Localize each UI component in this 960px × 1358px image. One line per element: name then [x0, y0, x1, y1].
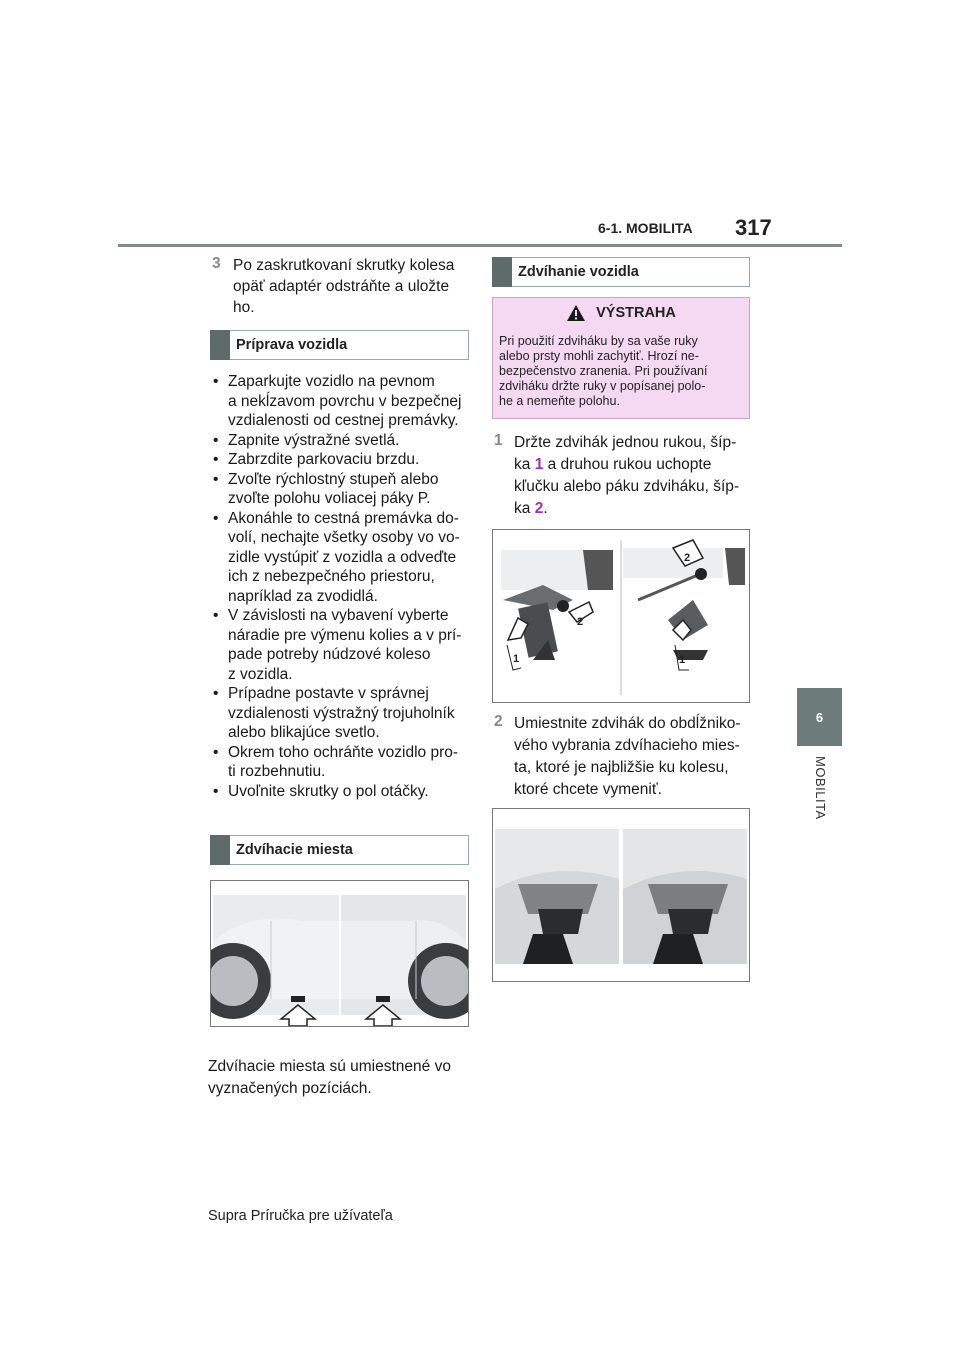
list-item	[210, 450, 472, 470]
list-item-line: • Zapnite výstražné svetlá.	[228, 431, 400, 449]
footer-text: Supra Príručka pre užívateľa	[208, 1208, 393, 1224]
list-item-line: • Prípadne postavte v správnej	[228, 685, 429, 702]
list-item-line: • Zvoľte rýchlostný stupeň alebo	[228, 470, 439, 488]
jack-handling-illustration	[493, 530, 749, 702]
list-item-line: • Akonáhle to cestná premávka do-	[228, 509, 459, 527]
list-item-line: volí, nechajte všetky osoby vo vo-	[228, 529, 460, 546]
section-header-lifting: Zdvíhanie vozidla	[492, 257, 750, 287]
list-item-line: zvoľte polohu voliacej páky P.	[228, 490, 431, 507]
figure-label-2: 2	[577, 616, 584, 628]
list-item-line: zidle vystúpiť z vozidla a odveďte	[228, 548, 457, 566]
list-item-line: • Zabrzdite parkovaciu brzdu.	[228, 451, 420, 468]
step-3-line: opäť adaptér odstráňte a uložte	[233, 278, 450, 295]
step-2: 2 Umiestnite zdvihák do obdĺžniko- vého vybrania zdvíhacieho mies- ta, ktoré je najbližšie ku kolesu, ktoré chcete vymeniť.	[494, 713, 741, 798]
list-item	[210, 743, 472, 782]
step-3-line: ho.	[233, 299, 255, 316]
list-item-line: • V závislosti na vybavení vyberte	[228, 607, 449, 624]
jack-handling-figure	[492, 529, 750, 703]
section-header-jack-points: Zdvíhacie miesta	[210, 835, 469, 865]
list-item	[210, 431, 472, 451]
list-item	[210, 470, 472, 509]
reference-arrow-2: 2	[534, 500, 544, 517]
list-item-line: vzdialenosti od cestnej premávky.	[228, 412, 459, 429]
warning-title: VÝSTRAHA	[596, 305, 676, 321]
list-item-line: • Okrem toho ochráňte vozidlo pro-	[228, 743, 459, 761]
chapter-tab-label: MOBILITA	[813, 756, 828, 820]
reference-arrow-1: 1	[534, 456, 544, 473]
jack-points-figure	[210, 880, 469, 1027]
list-item	[210, 372, 472, 431]
jack-pad-figure	[492, 808, 750, 982]
step-number: 1	[494, 432, 503, 449]
list-item-line: • Zaparkujte vozidlo na pevnom	[228, 373, 435, 390]
figure-label-1: 1	[513, 653, 520, 665]
list-item-line: alebo blikajúce svetlo.	[228, 724, 380, 741]
list-item-line: pade potreby núdzové koleso	[228, 646, 431, 663]
warning-triangle-icon	[566, 304, 586, 322]
list-item	[210, 684, 472, 743]
list-item	[210, 606, 472, 684]
warning-text: Pri použití zdviháku by sa vaše ruky alebo prsty mohli zachytiť. Hrozí ne- bezpečenstvo zranenia. Pri používaní zdviháku držte ruky v popísanej polo- he a nemeňte polohu.	[499, 334, 708, 408]
chapter-tab[interactable]	[797, 688, 842, 746]
step-number: 2	[494, 713, 503, 730]
list-item-line: vzdialenosti výstražný trojuholník	[228, 704, 455, 722]
page-number: 317	[735, 215, 772, 240]
step-number: 3	[212, 255, 221, 272]
figure-label-1b: 1	[679, 654, 686, 666]
preparation-list	[210, 372, 472, 801]
list-item-line: ti rozbehnutiu.	[228, 763, 326, 780]
list-item-line: z vozidla.	[228, 665, 293, 683]
list-item	[210, 509, 472, 607]
section-header-preparation: Príprava vozidla	[210, 330, 469, 360]
list-item-line: napríklad za zvodidlá.	[228, 587, 378, 605]
warning-box	[492, 297, 750, 419]
list-item-line: ich z nebezpečného priestoru,	[228, 568, 435, 585]
list-item	[210, 782, 472, 802]
section-title: 6-1. MOBILITA	[598, 220, 693, 236]
jack-points-caption: Zdvíhacie miesta sú umiestnené vo vyznačených pozíciách.	[208, 1058, 451, 1097]
figure-label-2b: 2	[684, 552, 691, 564]
jack-points-illustration	[211, 881, 468, 1026]
jack-pad-illustration	[493, 809, 749, 981]
chapter-number: 6	[815, 709, 824, 725]
list-item-line: • Uvoľnite skrutky o pol otáčky.	[228, 782, 429, 800]
list-item-line: náradie pre výmenu kolies a v prí-	[228, 626, 462, 644]
step-3	[208, 255, 470, 318]
list-item-line: a nekĺzavom povrchu v bezpečnej	[228, 392, 462, 410]
step-3-line: Po zaskrutkovaní skrutky kolesa	[233, 257, 455, 274]
header-rule	[118, 244, 842, 247]
step-1: 1 Držte zdvihák jednou rukou, šíp- ka 1 a druhou rukou uchopte kľučku alebo páku zdviháku, šíp- ka 2.	[494, 432, 740, 517]
